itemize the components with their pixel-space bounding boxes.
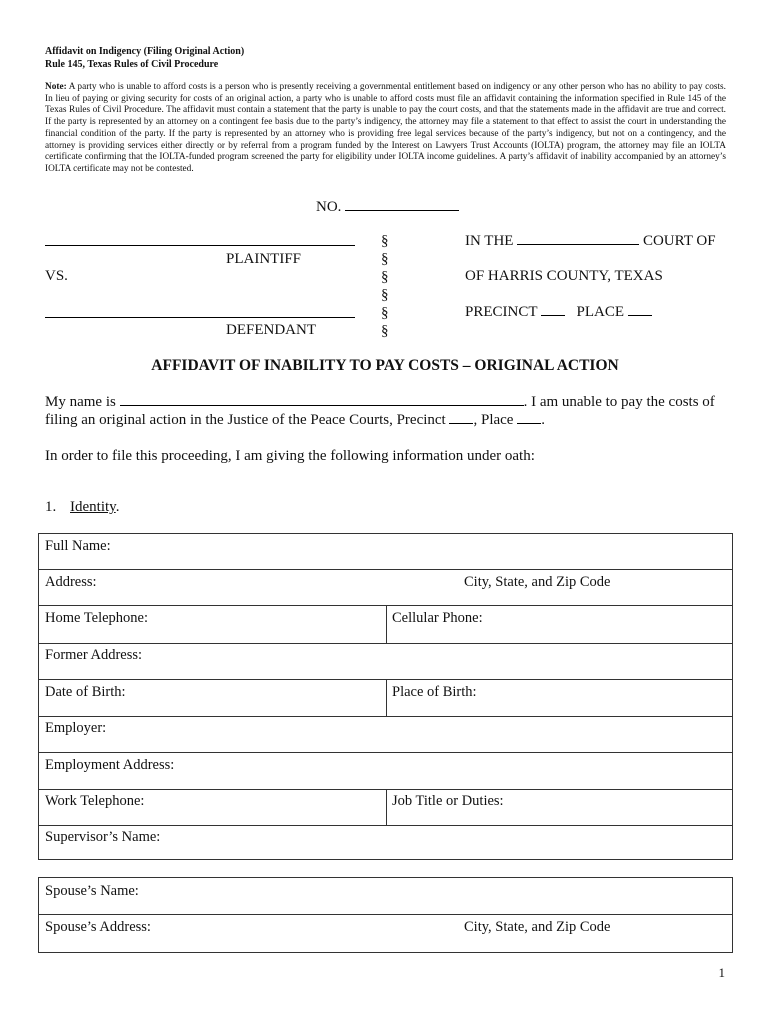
section-period: . (115, 499, 120, 515)
address-field[interactable]: Address: (45, 574, 97, 590)
court-of-label: COURT OF (642, 233, 716, 249)
former-address-field[interactable]: Former Address: (45, 647, 143, 663)
section-symbol: § (381, 269, 389, 285)
header-rule: Rule 145, Texas Rules of Civil Procedure (45, 59, 219, 70)
defendant-line[interactable] (45, 317, 355, 318)
period: . (541, 412, 545, 428)
spouse-name-field[interactable]: Spouse’s Name: (45, 883, 139, 899)
name-statement (45, 393, 715, 411)
case-number-field[interactable] (345, 198, 459, 211)
case-number-label: NO. (316, 199, 342, 215)
vs-label: VS. (45, 268, 68, 284)
city-state-zip-field[interactable]: City, State, and Zip Code (464, 574, 611, 590)
note-text: A party who is unable to afford costs is a person who is presently receiving a governmental entitlement based on indigency or any other person who has no ability to pay costs. In lieu of paying or giving security for costs of an original action, a party who is unable to afford costs must file an affidavit containing the information specified in Rule 145 of the Texas Rules of Civil Procedure. The affidavit must contain a statement that the party is unable to pay the court costs, and that the statements made in the affidavit are true and correct. If the party is represented by an attorney on a contingent fee basis due to the party’s indigency, the attorney may file a statement to that effect to assist the court in understanding the financial condition of the party. If the party is represented by an attorney who is providing free legal services because of the party’s indigency, but not on a contingency, and the attorney is providing services either directly or by referral from a program funded by the Interest on Lawyers Trust Accounts (IOLTA) program, the attorney may file an IOLTA certificate confirming that the IOLTA-funded program screened the party for eligibility under IOLTA income guidelines. A party’s affidavit of inability accompanied by an attorney’s IOLTA certificate may not be contested. (45, 82, 726, 174)
section-symbol: § (381, 305, 389, 321)
court-line (465, 232, 716, 250)
court-name-field[interactable] (517, 232, 639, 245)
oath-statement: In order to file this proceeding, I am giving the following information under oath: (45, 448, 535, 464)
affidavit-title: AFFIDAVIT OF INABILITY TO PAY COSTS – ORIGINAL ACTION (151, 357, 619, 374)
place-text: , Place (473, 412, 514, 428)
work-telephone-field[interactable]: Work Telephone: (45, 793, 145, 809)
spouse-city-state-zip-field[interactable]: City, State, and Zip Code (464, 919, 611, 935)
date-of-birth-field[interactable]: Date of Birth: (45, 684, 126, 700)
county-label: OF HARRIS COUNTY, TEXAS (465, 268, 663, 284)
place-label: PLACE (576, 304, 625, 320)
place-field[interactable] (517, 411, 541, 424)
section-symbol: § (381, 251, 389, 267)
unable-text: . I am unable to pay the costs of (523, 394, 715, 410)
precinct-label: PRECINCT (465, 304, 538, 320)
section-symbol: § (381, 233, 389, 249)
note-label: Note: (45, 82, 67, 92)
spouse-address-field[interactable]: Spouse’s Address: (45, 919, 151, 935)
precinct-field[interactable] (541, 303, 565, 316)
employment-address-field[interactable]: Employment Address: (45, 757, 175, 773)
header-title: Affidavit on Indigency (Filing Original Action) (45, 46, 245, 57)
supervisor-name-field[interactable]: Supervisor’s Name: (45, 829, 161, 845)
place-of-birth-field[interactable]: Place of Birth: (392, 684, 477, 700)
form-header (45, 45, 244, 71)
full-name-field[interactable]: Full Name: (45, 538, 111, 554)
note-paragraph (45, 82, 726, 176)
section-number: 1. (45, 499, 57, 515)
cellular-phone-field[interactable]: Cellular Phone: (392, 610, 483, 626)
section-label: Identity (70, 499, 116, 515)
name-field[interactable] (120, 393, 524, 406)
filing-statement (45, 411, 545, 429)
precinct-field[interactable] (449, 411, 473, 424)
spouse-table (38, 877, 733, 953)
in-the-label: IN THE (465, 233, 514, 249)
identity-table (38, 533, 733, 860)
plaintiff-label: PLAINTIFF (226, 251, 302, 267)
page-number: 1 (718, 965, 725, 980)
place-field[interactable] (628, 303, 652, 316)
plaintiff-line[interactable] (45, 245, 355, 246)
my-name-label: My name is (45, 394, 116, 410)
section-symbol: § (381, 287, 389, 303)
home-telephone-field[interactable]: Home Telephone: (45, 610, 149, 626)
section-identity-heading (45, 499, 119, 516)
section-symbol: § (381, 323, 389, 339)
job-title-field[interactable]: Job Title or Duties: (392, 793, 504, 809)
precinct-place-line (465, 303, 652, 321)
defendant-label: DEFENDANT (226, 322, 316, 338)
case-number (316, 198, 459, 216)
employer-field[interactable]: Employer: (45, 720, 107, 736)
filing-text: filing an original action in the Justice of the Peace Courts, Precinct (45, 412, 446, 428)
